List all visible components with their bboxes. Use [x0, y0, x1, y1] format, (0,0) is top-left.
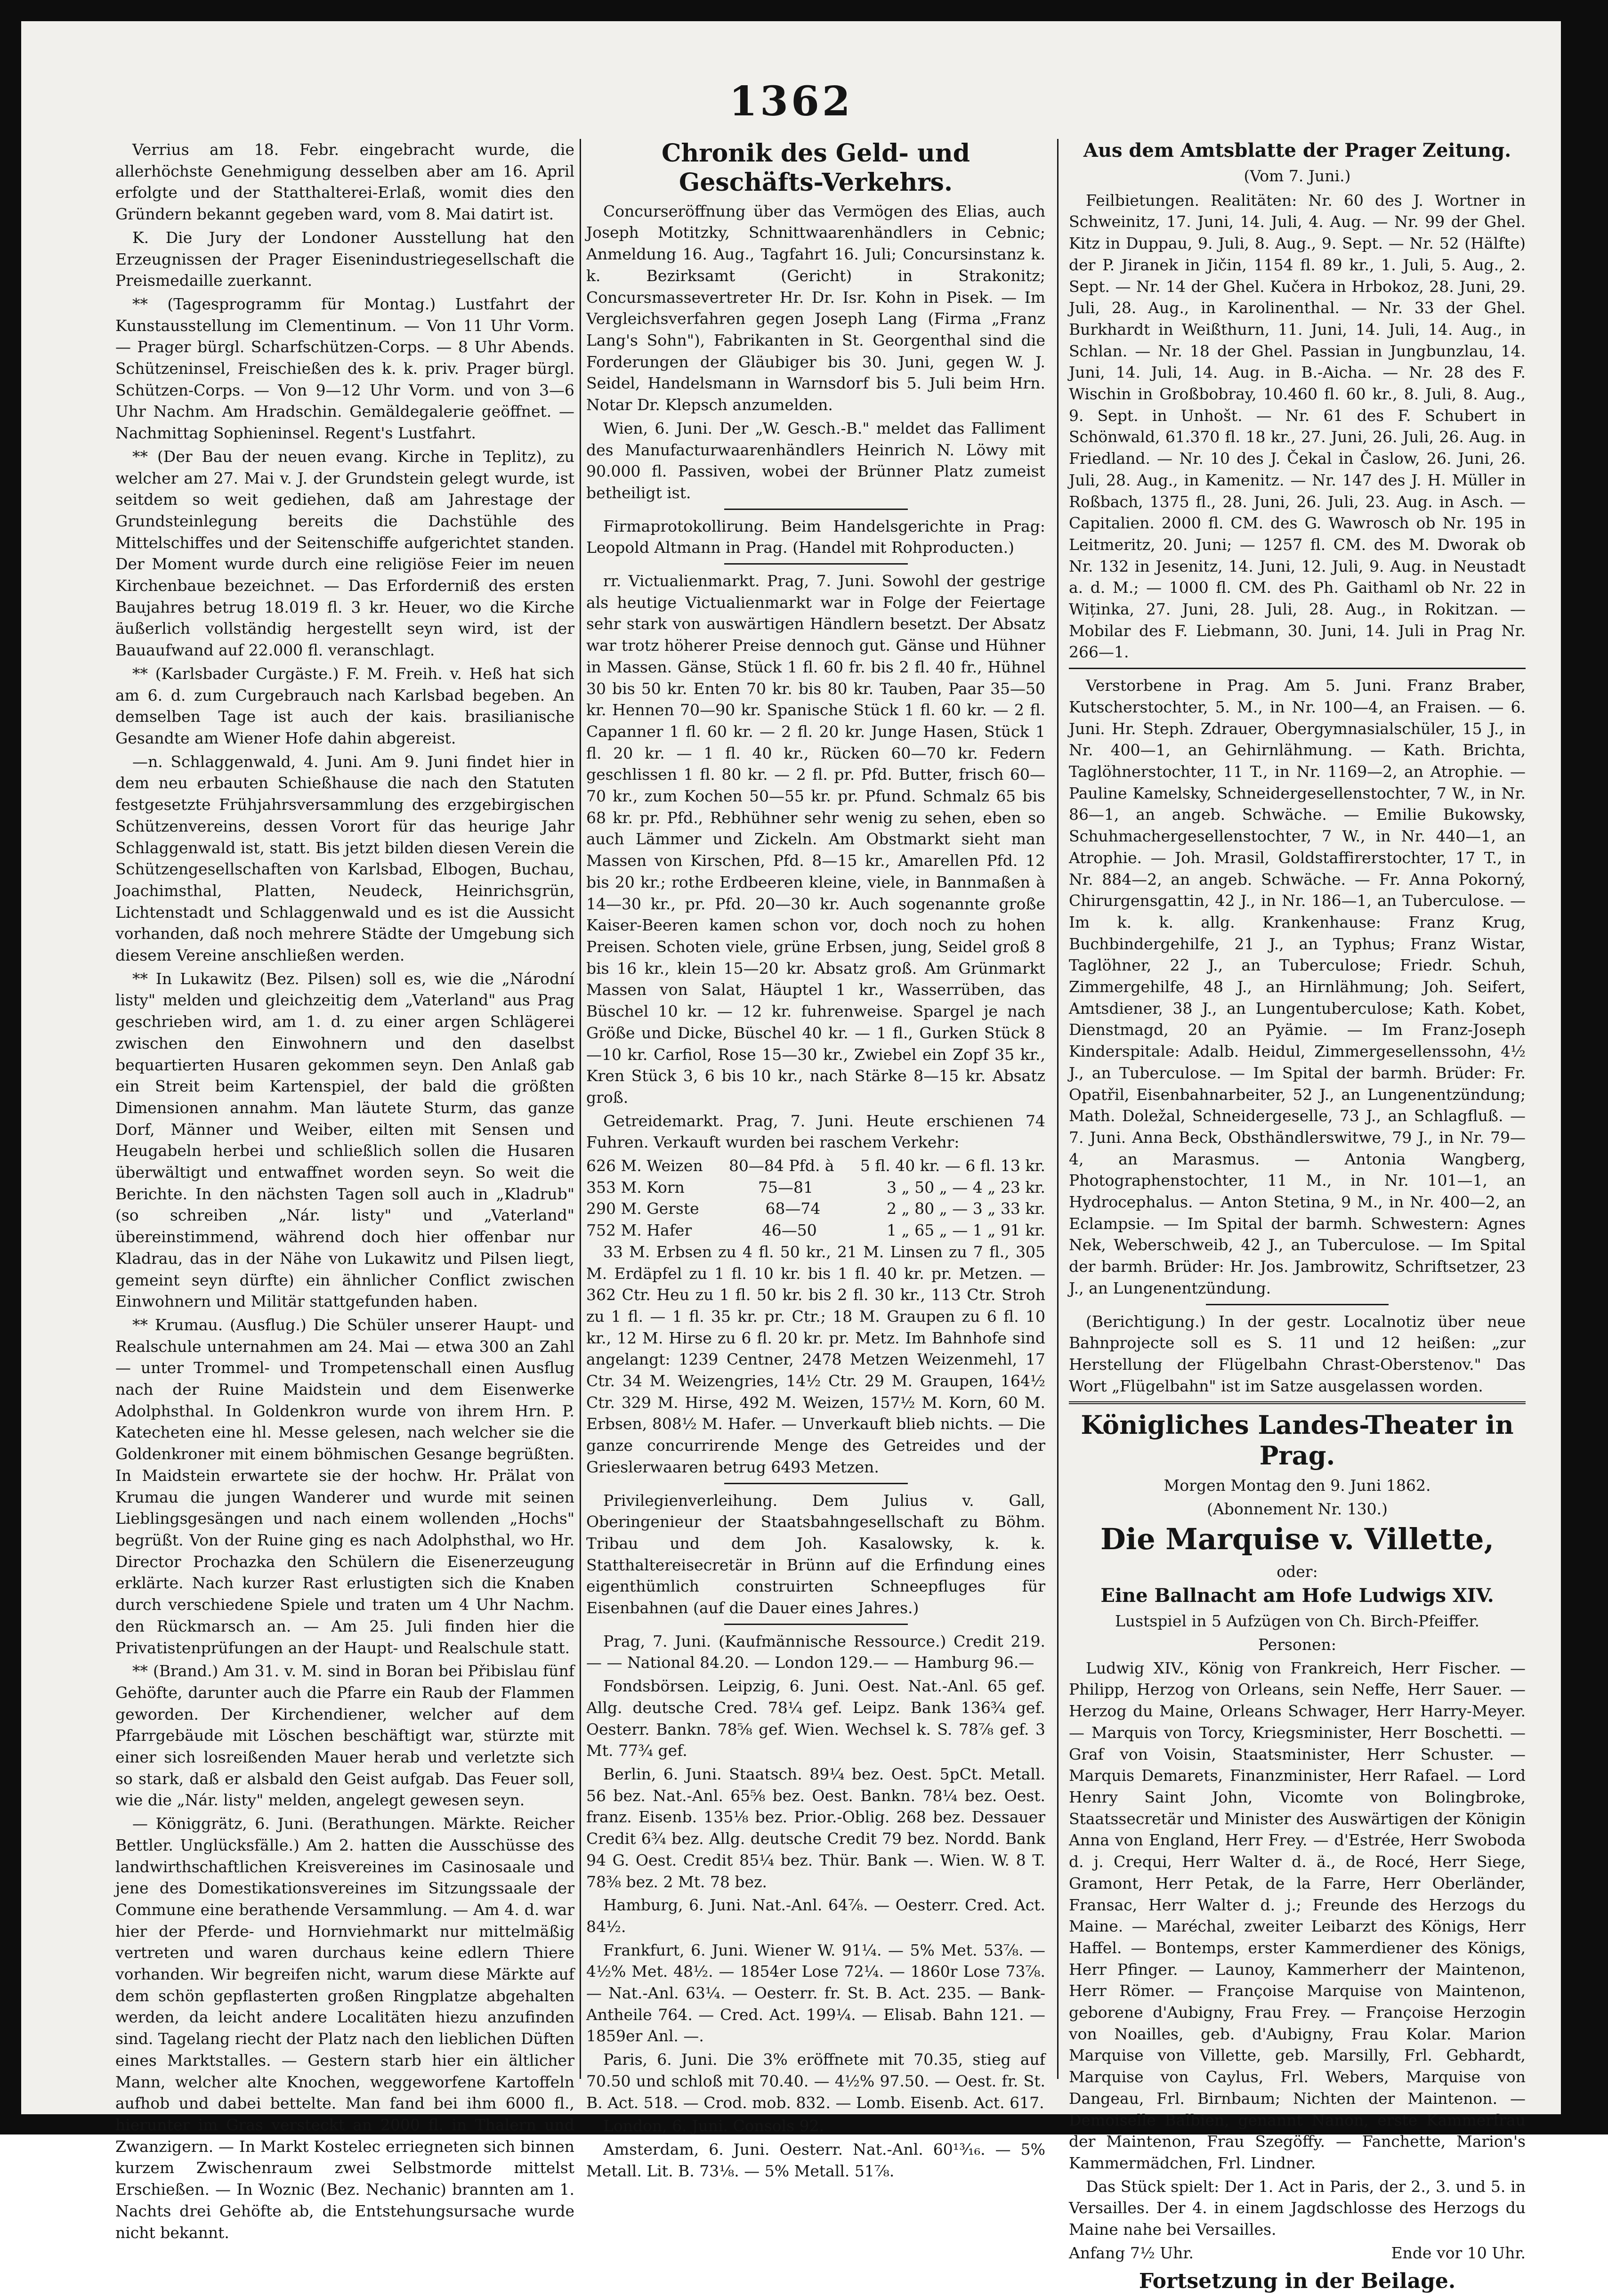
article-paragraph: Firmaprotokollirung. Beim Handelsgerichte in Prag: Leopold Altmann in Prag. (Handel mit Rohproducten.) [586, 517, 1045, 557]
article-paragraph: Paris, 6. Juni. Die 3% eröffnete mit 70.35, stieg auf 70.50 und schloß mit 70.40. — 4½% 97.50. — Oest. fr. St. B. Act. 518. — Crod. mob. 832. — Lomb. Eisenb. Act. 617. [586, 2050, 1045, 2112]
section-divider [1069, 1401, 1526, 1404]
column-finance [586, 139, 1045, 2180]
article-paragraph: Getreidemarkt. Prag, 7. Juni. Heute erschienen 74 Fuhren. Verkauft wurden bei raschem Verkehr: [586, 1111, 1045, 1152]
play-title-or: oder: [1277, 1562, 1318, 1581]
table-row [586, 1155, 1045, 1177]
section-divider [724, 509, 908, 510]
grain-price-table [586, 1155, 1045, 1241]
article-paragraph: Prag, 7. Juni. (Kaufmännische Ressource.) Credit 219.— — National 84.20. — London 129.— — Hamburg 96.— [586, 1632, 1045, 1672]
section-divider [1206, 1304, 1389, 1305]
article-paragraph: Wien, 6. Juni. Der „W. Gesch.-B." meldet das Falliment des Manufacturwaarenhändlers Heinrich N. Löwy mit 90.000 fl. Passiven, wobei der Brünner Platz zumeist betheiligt ist. [586, 419, 1045, 502]
table-row [586, 1220, 1045, 1241]
article-paragraph: K. Die Jury der Londoner Ausstellung hat den Erzeugnissen der Prager Eisenindustriegesellschaft die Preismedaille zuerkannt. [115, 228, 574, 290]
table-cell: 626 M. Weizen [586, 1156, 703, 1175]
column-official-notices [1069, 139, 1526, 2294]
column-local-news [115, 139, 574, 2242]
section-title: Aus dem Amtsblatte der Prager Zeitung. [1083, 139, 1511, 162]
cast-heading: Personen: [1258, 1635, 1336, 1654]
article-paragraph: ** (Karlsbader Curgäste.) F. M. Freih. v. Heß hat sich am 6. d. zum Curgebrauch nach Karlsbad begeben. An demselben Tage ist auch der kais. brasilianische Gesandte am Wiener Hofe dahin abgereist. [115, 664, 574, 747]
article-paragraph: rr. Victualienmarkt. Prag, 7. Juni. Sowohl der gestrige als heutige Victualienmarkt war in Folge der Feiertage sehr stark von auswärtigen Händlern besetzt. Der Absatz war trotz höherer Preise dennoch gut. Gänse und Hühner in Massen. Gänse, Stück 1 fl. 60 fr. bis 2 fl. 40 fr., Hühnel 30 bis 50 kr. Enten 70 kr. bis 80 kr. Tauben, Paar 35—50 kr. Hennen 70—90 kr. Spanische Stück 1 fl. 60 kr. — 2 fl. Capanner 1 fl. 60 kr. — 2 fl. 20 kr. Junge Hasen, Stück 1 fl. 20 kr. — 1 fl. 40 kr., Rücken 60—70 kr. Federn geschlissen 1 fl. 80 kr. — 2 fl. pr. Pfd. Butter, frisch 60—70 kr., zum Kochen 50—55 kr. pr. Pfund. Schmalz 65 bis 68 kr. pr. Pfd., Rebhühner sehr wenig zu sehen, eben so auch Lämmer und Zickeln. Am Obstmarkt sieht man Massen von Kirschen, Pfd. 8—15 kr., Amarellen Pfd. 12 bis 20 kr.; rothe Erdbeeren kleine, viele, in Bannmaßen à 14—30 kr., pr. Pfd. 20—30 kr. Auch sogenannte große Kaiser-Beeren kamen schon vor, doch noch zu hohen Preisen. Schoten viele, grüne Erbsen, jung, Seidel groß 8 bis 16 kr., klein 15—20 kr. Absatz groß. Am Grünmarkt Massen von Salat, Häuptel 1 kr., Wasserrüben, das Büschel 10 kr. — 12 kr. fuhrenweise. Spargel je nach Größe und Dicke, Büschel 40 kr. — 1 fl., Gurken Stück 8—10 kr. Carfiol, Rose 15—30 kr., Zwiebel ein Zopf 35 kr., Kren Stück 3, 6 bis 10 kr., nach Stärke 8—15 kr. Absatz groß. [586, 572, 1045, 1107]
table-cell: 2 „ 80 „ — 3 „ 33 kr. [887, 1199, 1045, 1218]
play-subtitle: Eine Ballnacht am Hofe Ludwigs XIV. [1100, 1585, 1494, 1607]
section-title: Chronik des Geld- und Geschäfts-Verkehrs. [661, 139, 970, 197]
theatre-heading: Königliches Landes-Theater in Prag. [1081, 1410, 1514, 1471]
setting-note: Das Stück spielt: Der 1. Act in Paris, der 2., 3. und 5. in Versailles. Der 4. in einem Jagdschlosse des Herzogs du Maine nahe bei Versailles. [1069, 2177, 1526, 2239]
section-divider [1069, 668, 1526, 669]
continuation-note: Fortsetzung in der Beilage. [1139, 2269, 1456, 2294]
article-paragraph: Frankfurt, 6. Juni. Wiener W. 91¼. — 5% Met. 53⅞. — 4½% Met. 48½. — 1854er Lose 72¼. — 1860r Lose 73⅞. — Nat.-Anl. 63¼. — Oesterr. fr. St. B. Act. 235. — Bank-Antheile 764. — Cred. Act. 199¼. — Elisab. Bahn 121. — 1859er Anl. —. [586, 1940, 1045, 2045]
article-paragraph: Hamburg, 6. Juni. Nat.-Anl. 64⅞. — Oesterr. Cred. Act. 84½. [586, 1896, 1045, 1936]
article-paragraph: Concurseröffnung über das Vermögen des Elias, auch Joseph Motitzky, Schnittwaarenhändlers in Cebnic; Anmeldung 16. Aug., Tagfahrt 16. Juli; Concursinstanz k. k. Bezirksamt (Gericht) in Strakonitz; Concursmassevertreter Hr. Dr. Isr. Kohn in Pisek. — Im Vergleichsverfahren gegen Joseph Lang (Firma „Franz Lang's Sohn"), Fabrikanten in St. Georgenthal sind die Forderungen der Gläubiger bis 30. Juni, gegen W. J. Seidel, Handelsmann in Warnsdorf bis 5. Juli beim Hrn. Notar Dr. Klepsch anzumelden. [586, 202, 1045, 414]
table-row [586, 1198, 1045, 1220]
table-cell: 3 „ 50 „ — 4 „ 23 kr. [887, 1178, 1045, 1197]
table-row [586, 1177, 1045, 1198]
article-paragraph: Berlin, 6. Juni. Staatsch. 89¼ bez. Oest. 5pCt. Metall. 56 bez. Nat.-Anl. 65⅝ bez. Oest. Bankn. 78¼ bez. Oest. franz. Eisenb. 135⅛ bez. Prior.-Oblig. 268 bez. Dessauer Credit 6¾ bez. Allg. deutsche Credit 79 bez. Nordd. Bank 94 G. Oest. Credit 85¼ bez. Thür. Bank —. Wien. W. 8 T. 78⅜ bez. 2 Mt. 78 bez. [586, 1765, 1045, 1891]
cast-list: Ludwig XIV., König von Frankreich, Herr Fischer. — Philipp, Herzog von Orleans, sein Neffe, Herr Sauer. — Herzog du Maine, Orleans Schwager, Herr Harry-Meyer. — Marquis von Torcy, Kriegsminister, Herr Boschetti. — Graf von Voisin, Staatsminister, Herr Schuster. — Marquis Demarets, Finanzminister, Herr Rafael. — Lord Henry Saint John, Vicomte von Bolingbroke, Staatssecretär und Minister des Auswärtigen der Königin Anna von England, Herr Frey. — d'Estrée, Herr Swoboda d. j. Crequi, Herr Walter d. ä., de Rocé, Herr Siege, Gramont, Herr Petak, de la Farre, Herr Oberländer, Fransac, Herr Walter d. j.; Freunde des Herzogs du Maine. — Maréchal, zweiter Leibarzt des Königs, Herr Haffel. — Bontemps, erster Kammerdiener des Königs, Herr Pfinger. — Launoy, Kammerherr der Maintenon, Herr Römer. — Françoise Marquise von Maintenon, geborene d'Aubigny, Frau Frey. — Françoise Herzogin von Noailles, geb. d'Aubigny, Frau Kolar. Marion Marquise von Villette, geb. Marsilly, Frl. Gebhardt, Marquise von Caylus, Frl. Webers, Marquise von Dangeau, Frl. Birnbaum; Nichten der Maintenon. — Demoiselle Balbien, genannt Nanon, erste Kammerfrau der Maintenon, Frau Szegöffy. — Fanchette, Marion's Kammermädchen, Frl. Lindner. [1069, 1658, 1526, 2172]
table-cell: 68—74 [765, 1199, 821, 1218]
show-times [1069, 2242, 1526, 2264]
article-paragraph: Fondsbörsen. Leipzig, 6. Juni. Oest. Nat.-Anl. 65 gef. Allg. deutsche Cred. 78¼ gef. Leipz. Bank 136¾ gef. Oesterr. Bankn. 78⅝ gef. Wien. Wechsel k. S. 78⅞ gef. 3 Mt. 77¾ gef. [586, 1677, 1045, 1760]
article-paragraph: ** (Tagesprogramm für Montag.) Lustfahrt der Kunstausstellung im Clementinum. — Von 11 Uhr Vorm. — Prager bürgl. Scharfschützen-Corps. — 8 Uhr Abends. Schützeninsel, Freischießen des k. k. priv. Prager bürgl. Schützen-Corps. — Von 9—12 Uhr Vorm. und von 3—6 Uhr Nachm. Am Hradschin. Gemäldegalerie geöffnet. — Nachmittag Sophieninsel. Regent's Lustfahrt. [115, 294, 574, 443]
section-subtitle: (Vom 7. Juni.) [1244, 167, 1351, 185]
section-divider [724, 563, 908, 565]
article-paragraph: Privilegienverleihung. Dem Julius v. Gall, Oberingenieur der Staatsbahngesellschaft zu Böhm. Tribau und dem Joh. Kasalowsky, k. k. Statthaltereisecretär in Brünn auf die Erfindung eines eigenthümlich construirten Schneepfluges für Eisenbahnen (auf die Dauer eines Jahres.) [586, 1491, 1045, 1617]
subscription-note: (Abonnement Nr. 130.) [1207, 1499, 1388, 1518]
table-cell: 752 M. Hafer [586, 1221, 692, 1240]
article-paragraph: London, 6. Juni. Consols 92. [603, 2117, 824, 2135]
article-paragraph: Amsterdam, 6. Juni. Oesterr. Nat.-Anl. 60¹³⁄₁₆. — 5% Metall. Lit. B. 73⅛. — 5% Metall. 51⅞. [586, 2140, 1045, 2180]
article-paragraph: Verrius am 18. Febr. eingebracht wurde, die allerhöchste Genehmigung desselben aber am 16. April erfolgte und der Statthalterei-Erlaß, womit dies den Gründern bekannt gegeben ward, vom 8. Mai datirt ist. [115, 140, 574, 224]
article-paragraph: ** Krumau. (Ausflug.) Die Schüler unserer Haupt- und Realschule unternahmen am 24. Mai — etwa 300 an Zahl — unter Trommel- und Trompetenschall einen Ausflug nach der Ruine Maidstein und dem Eisenwerke Adolphsthal. In Goldenkron wurde von ihrem Hrn. P. Katecheten eine hl. Messe gelesen, nach welcher sie die Goldenkroner mit einem böhmischen Gesange begrüßten. In Maidstein erwartete sie der hochw. Hr. Prälat von Krumau die jungen Wanderer und wurde mit seinen Lieblingsgesängen und nach einem wollenden „Hochs" begrüßt. Von der Ruine ging es nach Adolphsthal, wo Hr. Director Prochazka den Schülern die Eisenerzeugung erklärte. Nach kurzer Rast erlustigten sich die Knaben durch verschiedene Spiele und traten um 4 Uhr Nachm. den Rückmarsch an. — Am 25. Juli finden hier die Privatistenprüfungen an der Haupt- und Realschule statt. [115, 1315, 574, 1657]
start-time: Anfang 7½ Uhr. [1069, 2243, 1194, 2262]
column-rule [1057, 139, 1059, 2079]
article-paragraph: Feilbietungen. Realitäten: Nr. 60 des J. Wortner in Schweinitz, 17. Juni, 14. Juli, 4. Aug. — Nr. 99 der Ghel. Kitz in Duppau, 9. Juli, 8. Aug., 9. Sept. — Nr. 52 (Hälfte) der P. Jiranek in Jičin, 1154 fl. 89 kr., 1. Juli, 5. Aug., 2. Sept. — Nr. 14 der Ghel. Kučera in Hrbokoz, 28. Juni, 29. Juli, 28. Aug., in Karolinenthal. — Nr. 33 der Ghel. Burkhardt in Weißthurn, 11. Juni, 14. Juli, 14. Aug., in Schlan. — Nr. 18 der Ghel. Passian in Jungbunzlau, 14. Juni, 14. Juli, 14. Aug. in B.-Aicha. — Nr. 28 des F. Wischin in Großbobray, 10.460 fl. 60 kr., 8. Juli, 8. Aug., 9. Sept. in Unhošt. — Nr. 61 des F. Schubert in Schönwald, 61.370 fl. 18 kr., 27. Juni, 26. Juli, 26. Aug. in Friedland. — Nr. 10 des J. Čekal in Časlow, 26. Juni, 26. Juli, 28. Aug., in Kamenitz. — Nr. 147 des J. H. Müller in Roßbach, 1375 fl., 28. Juni, 26. Juli, 23. Aug. in Asch. — Capitalien. 2000 fl. CM. des G. Wawrosch ob Nr. 195 in Leitmeritz, 20. Juni; — 1257 fl. CM. des M. Dworak ob Nr. 132 in Jesenitz, 14. Juni, 12. Juli, 9. Aug. in Neustadt a. d. M.; — 1000 fl. CM. des Ph. Gaithaml ob Nr. 22 in Wiținka, 27. Juni, 28. Juli, 28. Aug., in Rokitzan. — Mobilar des F. Liebmann, 30. Juni, 14. Juli in Prag Nr. 266—1. [1069, 191, 1526, 662]
table-cell: 46—50 [761, 1221, 817, 1240]
table-cell: 290 M. Gerste [586, 1199, 699, 1218]
article-paragraph: ** (Der Bau der neuen evang. Kirche in Teplitz), zu welcher am 27. Mai v. J. der Grundstein gelegt wurde, ist seitdem so weit gediehen, daß am Jahrestage der Grundsteinlegung bereits die Dachstühle des Mittelschiffes und der Seitenschiffe aufgerichtet standen. Der Moment wurde durch eine religiöse Feier im neuen Kirchenbaue bezeichnet. — Das Erforderniß des ersten Baujahres betrug 18.019 fl. 3 kr. Heuer, wo die Kirche äußerlich vollständig hergestellt seyn wird, ist der Bauaufwand auf 22.000 fl. veranschlagt. [115, 447, 574, 660]
newspaper-page [21, 21, 1561, 2294]
table-cell: 75—81 [758, 1178, 814, 1197]
section-divider [724, 1624, 908, 1625]
play-author: Lustspiel in 5 Aufzügen von Ch. Birch-Pfeiffer. [1115, 1612, 1479, 1631]
column-rule [580, 139, 581, 2079]
page-number: 1362 [729, 78, 853, 125]
article-paragraph: —n. Schlaggenwald, 4. Juni. Am 9. Juni findet hier in dem neu erbauten Schießhause die nach den Statuten festgesetzte Frühjahrsversammlung des erzgebirgischen Schützenvereins, dessen Vorort für das heurige Jahr Schlaggenwald ist, statt. Bis jetzt bilden diesen Verein die Schützengesellschaften von Karlsbad, Elbogen, Buchau, Joachimsthal, Platten, Neudeck, Heinrichsgrün, Lichtenstadt und Schlaggenwald und es ist die Aussicht vorhanden, daß noch mehrere Städte der Umgebung sich diesem Vereine anschließen werden. [115, 752, 574, 965]
article-paragraph: — Königgrätz, 6. Juni. (Berathungen. Märkte. Reicher Bettler. Unglücksfälle.) Am 2. hatten die Ausschüsse des landwirthschaftlichen Kreisvereines im Casinosaale und jene des Domestikationsvereines im Sitzungssaale der Commune eine berathende Versammlung. — Am 4. d. war hier der Pferde- und Hornviehmarkt nur mittelmäßig vertreten und waren durchaus keine edlern Thiere vorhanden. Wir begreifen nicht, warum diese Märkte auf dem schön gepflasterten großen Ringplatze abgehalten werden, da leicht andere Localitäten hiezu anzufinden sind. Tagelang riecht der Platz nach den lieblichen Düften eines Marktstalles. — Gestern starb hier ein ältlicher Mann, welcher alte Knochen, weggeworfene Kartoffeln aufhob und dabei bettelte. Man fand bei ihm 6000 fl., hierunter im Gras versteckt an 2000 fl. in Thalern und Zwanzigern. — In Markt Kostelec erriegneten sich binnen kurzem Zwischenraum zwei Selbstmorde mittelst Erschießen. — In Woznic (Bez. Nechanic) brannten am 1. Nachts drei Gehöfte ab, die Entstehungsursache wurde nicht bekannt. [115, 1814, 574, 2242]
section-divider [724, 1483, 908, 1484]
table-cell: 5 fl. 40 kr. — 6 fl. 13 kr. [860, 1156, 1045, 1175]
table-cell: 353 M. Korn [586, 1178, 685, 1197]
article-paragraph: Verstorbene in Prag. Am 5. Juni. Franz Braber, Kutscherstochter, 5. M., in Nr. 100—4, an Fraisen. — 6. Juni. Hr. Steph. Zdrauer, Obergymnasialschüler, 15 J., in Nr. 400—1, an Gehirnlähmung. — Kath. Brichta, Taglöhnerstochter, 11 T., in Nr. 1169—2, an Atrophie. — Pauline Kamelsky, Schneidergesellenstochter, 7 W., in Nr. 86—1, an angeb. Schwäche. — Emilie Bukowsky, Schuhmachergesellenstochter, 7 W., in Nr. 440—1, an Atrophie. — Joh. Mrasil, Goldstaffirerstochter, 17 T., in Nr. 884—2, an angeb. Schwäche. — Fr. Anna Pokorný, Chirurgensgattin, 42 J., in Nr. 186—1, an Tuberculose. — Im k. k. allg. Krankenhause: Franz Krug, Buchbindergehilfe, 21 J., an Typhus; Franz Wistar, Taglöhner, 22 J., an Tuberculose; Friedr. Schuh, Zimmergehilfe, 48 J., an Hirnlähmung; Joh. Seifert, Amtsdiener, 38 J., an Lungentuberculose; Kath. Kobet, Dienstmagd, 20 an Pyämie. — Im Franz-Joseph Kinderspitale: Adalb. Heidul, Zimmergesellenssohn, 4½ J., an Tuberculose. — Im Spital der barmh. Brüder: Fr. Opatřil, Eisenbahnarbeiter, 52 J., an Lungenentzündung; Math. Doležal, Schneidergeselle, 73 J., an Schlagfluß. — 7. Juni. Anna Beck, Obsthändlerswitwe, 79 J., in Nr. 79—4, an Marasmus. — Antonia Wangberg, Photographenstochter, 11 M., in Nr. 101—1, an Hydrocephalus. — Anton Stetina, 9 M., in Nr. 400—2, an Eclampsie. — Im Spital der barmh. Schwestern: Agnes Nek, Weberschweib, 42 J., an Tuberculose. — Im Spital der barmh. Brüder: Hr. Jos. Jambrowitz, Schriftsetzer, 23 J., an Lungenentzündung. [1069, 676, 1526, 1297]
table-cell: 1 „ 65 „ — 1 „ 91 kr. [887, 1221, 1045, 1240]
end-time: Ende vor 10 Uhr. [1391, 2243, 1526, 2262]
article-paragraph: ** (Brand.) Am 31. v. M. sind in Boran bei Přibislau fünf Gehöfte, darunter auch die Pfarre ein Raub der Flammen geworden. Der Kirchendiener, welcher auf dem Pfarrgebäude mit Löschen beschäftigt war, stürzte mit einer sich losreißenden Mauer herab und verletzte sich so stark, daß er alsbald den Geist aufgab. Das Feuer soll, wie die „Nár. listy" melden, angelegt gewesen seyn. [115, 1662, 574, 1810]
play-title: Die Marquise v. Villette, [1100, 1522, 1495, 1557]
article-paragraph: ** In Lukawitz (Bez. Pilsen) soll es, wie die „Národní listy" melden und gleichzeitig dem „Vaterland" aus Prag geschrieben wird, am 1. d. zu einer argen Schlägerei zwischen den Einwohnern und den daselbst bequartierten Husaren gekommen seyn. Den Anlaß gab ein Streit beim Kartenspiel, der bald die größten Dimensionen annahm. Man läutete Sturm, das ganze Dorf, Männer und Weiber, eilten mit Sensen und Heugabeln herbei und schließlich sollen die Husaren überwältigt und entwaffnet worden seyn. So weit die Berichte. In den nächsten Tagen soll auch in „Kladrub" (so schreiben „Nár. listy" und „Vaterland" übereinstimmend, während doch hier offenbar nur Kladrau, das in der Nähe von Lukawitz und Pilsen liegt, gemeint seyn dürfte) ein ähnlicher Conflict zwischen Einwohnern und Militär stattgefunden haben. [115, 969, 574, 1311]
performance-date: Morgen Montag den 9. Juni 1862. [1164, 1476, 1431, 1495]
article-paragraph: (Berichtigung.) In der gestr. Localnotiz über neue Bahnprojecte soll es S. 11 und 12 heißen: „zur Herstellung der Flügelbahn Chrast-Oberstenov." Das Wort „Flügelbahn" ist im Satze ausgelassen worden. [1069, 1312, 1526, 1395]
table-cell: 80—84 Pfd. à [728, 1156, 834, 1175]
article-paragraph: 33 M. Erbsen zu 4 fl. 50 kr., 21 M. Linsen zu 7 fl., 305 M. Erdäpfel zu 1 fl. 10 kr. bis 1 fl. 40 kr. pr. Metzen. — 362 Ctr. Heu zu 1 fl. 50 kr. bis 2 fl. 30 kr., 113 Ctr. Stroh zu 1 fl. — 1 fl. 35 kr. pr. Ctr.; 18 M. Graupen zu 6 fl. 10 kr., 12 M. Hirse zu 6 fl. 20 kr. pr. Metz. Im Bahnhofe sind angelangt: 1239 Centner, 2478 Metzen Weizenmehl, 17 Ctr. 34 M. Weizengries, 14½ Ctr. 29 M. Graupen, 164½ Ctr. 329 M. Hirse, 492 M. Weizen, 157½ M. Korn, 60 M. Erbsen, 808½ M. Hafer. — Unverkauft blieb nichts. — Die ganze concurrirende Menge des Getreides und der Grieslerwaaren betrug 6493 Metzen. [586, 1242, 1045, 1476]
